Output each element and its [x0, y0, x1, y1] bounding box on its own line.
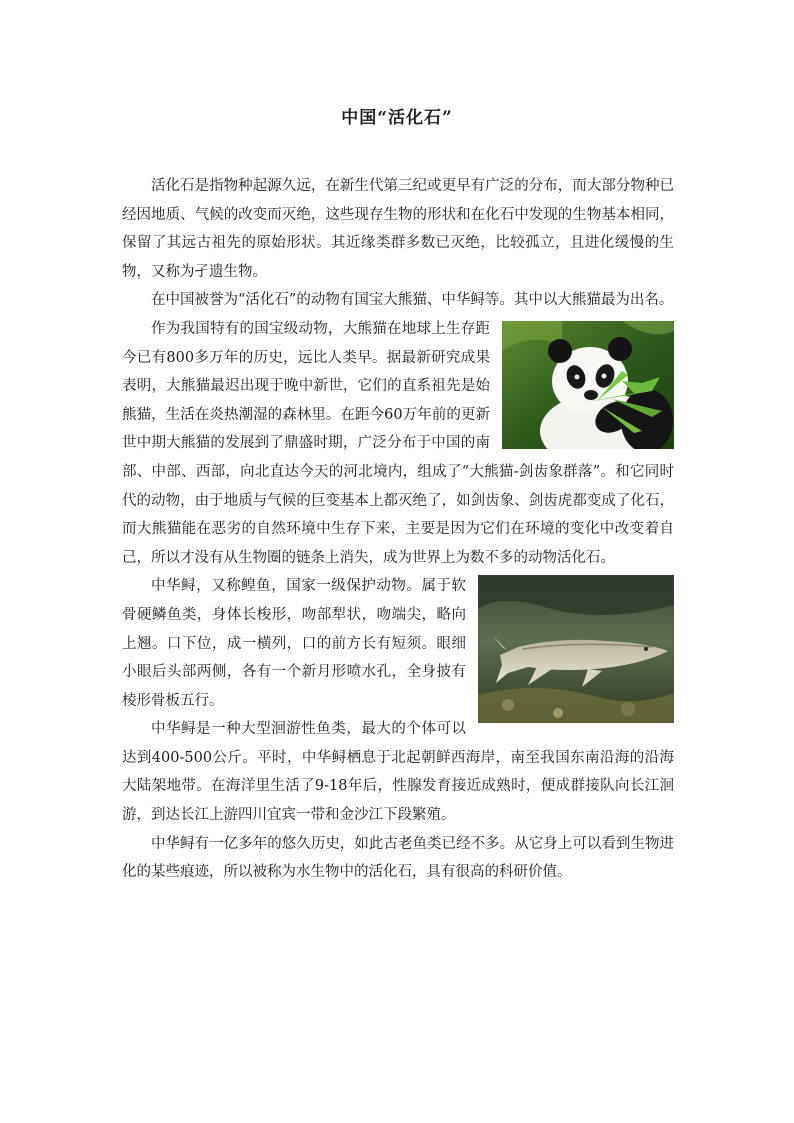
paragraph-sturgeon-history: 中华鲟有一亿多年的悠久历史，如此古老鱼类已经不多。从它身上可以看到生物进化的某些痕迹，所以被称为水生物中的活化石，具有很高的科研价值。 — [122, 835, 674, 881]
paragraph-panda: 作为我国特有的国宝级动物，大熊猫在地球上生存距今已有800多万年的历史，远比人类早。据最新研究成果表明，大熊猫最迟出现于晚中新世，它们的直系祖先是始熊猫，生活在炎热潮湿的森林里。在距今60万年前的更新世中期大熊猫的发展到了鼎盛时期，广泛分布于中国的南部、中部、西部，向北直达今天的河北境内，组成了“大熊猫-剑齿象群落”。和它同时代的动物，由于地质与气候的巨变基本上都灭绝了，如剑齿象、剑齿虎都变成了化石，而大熊猫能在恶劣的自然环境中生存下来，主要是因为它们在环境的变化中改变着自己，所以才没有从生物圈的链条上消失，成为世界上为数不多的动物活化石。 — [122, 320, 674, 566]
paragraph-sturgeon-intro: 中华鲟，又称鳇鱼，国家一级保护动物。属于软骨硬鳞鱼类，身体长梭形，吻部犁状，吻端尖，略向上翘。口下位，成一横列，口的前方长有短须。眼细小眼后头部两侧，各有一个新月形喷水孔，全身披有棱形骨板五行。 — [122, 578, 466, 709]
paragraph-sturgeon-migration: 中华鲟是一种大型洄游性鱼类，最大的个体可以达到400-500公斤。平时，中华鲟栖息于北起朝鲜西海岸，南至我国东南沿海的沿海大陆架地带。在海洋里生活了9-18年后，性腺发育接近成熟时，便成群接队向长江洄游，到达长江上游四川宜宾一带和金沙江下段繁殖。 — [122, 721, 674, 824]
panda-photo — [502, 321, 674, 449]
paragraph-intro: 活化石是指物种起源久远，在新生代第三纪或更早有广泛的分布，而大部分物种已经因地质、气候的改变而灭绝，这些现存生物的形状和在化石中发现的生物基本相同，保留了其远古祖先的原始形状。其近缘类群多数已灭绝，比较孤立，且进化缓慢的生物，又称为孑遗生物。 — [122, 178, 674, 280]
article-body — [122, 172, 674, 887]
paragraph-living-fossils-china: 在中国被誉为“活化石”的动物有国宝大熊猫、中华鲟等。其中以大熊猫最为出名。 — [151, 292, 674, 309]
chinese-sturgeon-photo — [478, 575, 674, 723]
page-title: 中国“活化石” — [341, 108, 453, 128]
